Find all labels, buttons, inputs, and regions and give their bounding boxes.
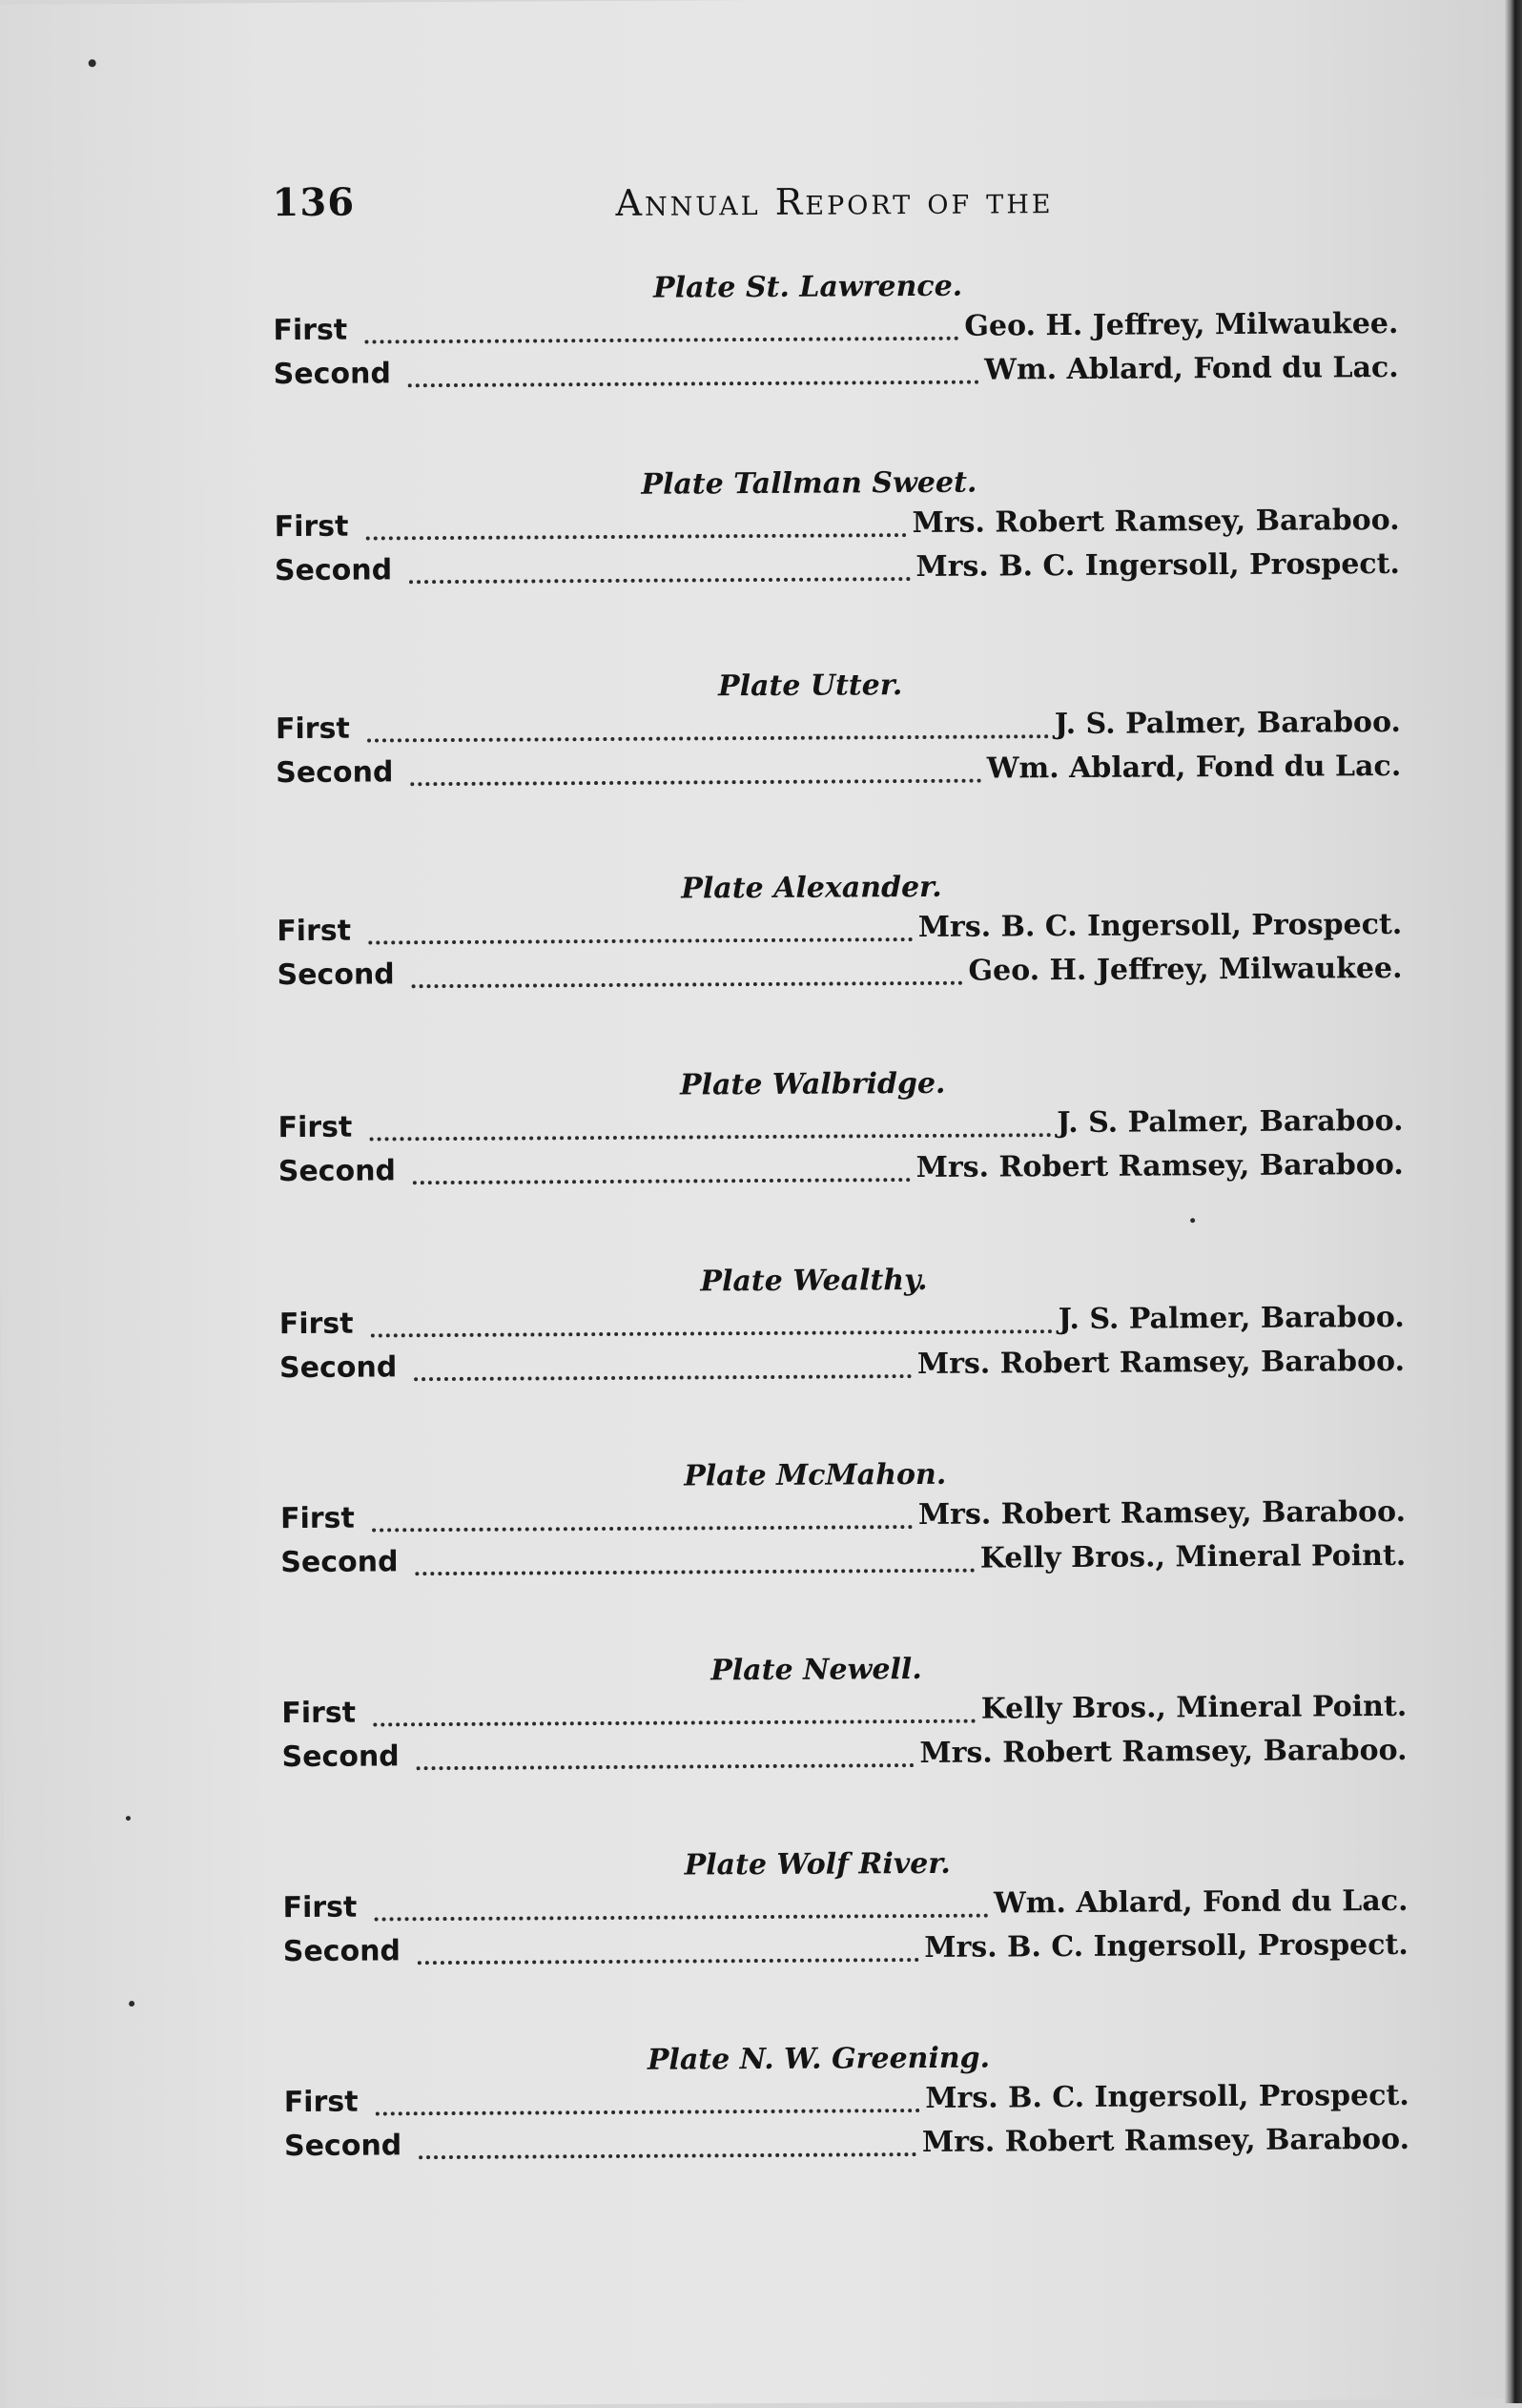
running-title: Annual Report of the (615, 179, 1054, 224)
winner-name: Geo. H. Jeffrey, Milwaukee. (964, 306, 1399, 343)
winner-name: Geo. H. Jeffrey, Milwaukee. (968, 951, 1403, 988)
award-row (282, 1884, 1408, 1929)
page-edge-shadow (1505, 0, 1522, 2403)
winner-name: J. S. Palmer, Baraboo. (1054, 705, 1402, 742)
place-label: First (279, 1501, 355, 1536)
place-label: First (278, 1110, 353, 1145)
award-row (275, 504, 1400, 548)
winner-name: Mrs. Robert Ramsey, Baraboo. (916, 1344, 1406, 1382)
winner-name: Mrs. Robert Ramsey, Baraboo. (915, 1147, 1404, 1185)
dot-leader (412, 981, 963, 989)
award-row (273, 307, 1398, 352)
dot-leader (372, 1525, 913, 1532)
award-row (276, 750, 1401, 794)
place-label: Second (278, 1350, 398, 1386)
plate-title: Plate Alexander. (681, 870, 942, 906)
place-label: First (281, 1696, 357, 1731)
dot-leader (409, 577, 910, 584)
page-header (272, 174, 1397, 237)
place-label: Second (277, 957, 395, 993)
plate-title: Plate Newell. (710, 1652, 922, 1688)
dot-leader (413, 1178, 911, 1184)
dot-leader (410, 779, 980, 787)
place-label: First (278, 1307, 354, 1342)
place-label: First (283, 2085, 359, 2120)
place-label: Second (274, 553, 393, 588)
place-label: Second (282, 1934, 401, 1969)
award-row (278, 1148, 1404, 1193)
ink-speck (89, 59, 96, 67)
plate-title: Plate Wolf River. (684, 1846, 951, 1883)
place-label: First (282, 1890, 358, 1925)
dot-leader (414, 1374, 912, 1381)
award-row (280, 1539, 1406, 1584)
ink-speck (126, 1816, 131, 1821)
award-row (284, 2123, 1409, 2168)
winner-name: Wm. Ablard, Fond du Lac. (984, 350, 1399, 387)
place-label: Second (273, 357, 391, 392)
winner-name: Mrs. B. C. Ingersoll, Prospect. (924, 1927, 1409, 1965)
dot-leader (371, 1329, 1053, 1337)
place-label: First (275, 711, 350, 747)
place-label: First (273, 313, 348, 348)
award-row (278, 1104, 1403, 1149)
plate-section (2, 1454, 1522, 1607)
winner-name: J. S. Palmer, Baraboo. (1057, 1103, 1404, 1141)
dot-leader (366, 533, 907, 540)
dot-leader (418, 1958, 918, 1965)
award-row (274, 351, 1399, 396)
dot-leader (376, 2109, 920, 2115)
dot-leader (374, 1914, 988, 1922)
place-label: Second (283, 2129, 402, 2164)
dot-leader (419, 2152, 916, 2159)
dot-leader (368, 937, 913, 944)
plate-section (4, 1843, 1522, 1996)
winner-name: Mrs. Robert Ramsey, Baraboo. (919, 1733, 1408, 1771)
plate-title: Plate N. W. Greening. (647, 2041, 991, 2077)
award-row (281, 1690, 1407, 1735)
place-label: Second (278, 1154, 397, 1189)
dot-leader (364, 337, 958, 344)
plate-section (0, 867, 1521, 1019)
plate-title: Plate Utter. (717, 669, 903, 704)
dot-leader (408, 381, 978, 388)
winner-name: J. S. Palmer, Baraboo. (1058, 1300, 1405, 1337)
plate-section (5, 2038, 1522, 2191)
plate-title: Plate Walbridge. (679, 1066, 946, 1102)
award-row (277, 908, 1402, 953)
winner-name: Kelly Bros., Mineral Point. (980, 1689, 1408, 1726)
ink-speck (1190, 1218, 1195, 1223)
dot-leader (367, 734, 1049, 742)
plate-title: Plate St. Lawrence. (653, 269, 963, 305)
winner-name: Mrs. Robert Ramsey, Baraboo. (921, 2122, 1410, 2159)
page-number: 136 (272, 179, 356, 226)
winner-name: Mrs. Robert Ramsey, Baraboo. (917, 1494, 1407, 1533)
ink-speck (129, 2001, 134, 2007)
award-row (283, 1928, 1409, 1973)
award-row (281, 1734, 1407, 1779)
dot-leader (416, 1569, 975, 1576)
dot-leader (369, 1133, 1051, 1141)
dot-leader (373, 1719, 976, 1727)
award-row (284, 2079, 1409, 2124)
plate-title: Plate Tallman Sweet. (641, 465, 977, 502)
plate-section (0, 463, 1518, 615)
award-row (275, 547, 1400, 592)
place-label: Second (280, 1545, 399, 1580)
winner-name: Wm. Ablard, Fond du Lac. (986, 749, 1402, 786)
place-label: Second (281, 1739, 400, 1775)
plate-title: Plate McMahon. (684, 1457, 947, 1493)
award-row (276, 706, 1401, 751)
plate-section (0, 266, 1517, 419)
plate-section (0, 1063, 1522, 1216)
plate-section (0, 665, 1519, 817)
winner-name: Wm. Ablard, Fond du Lac. (993, 1883, 1409, 1921)
plate-section (0, 1260, 1522, 1412)
award-row (279, 1301, 1405, 1346)
place-label: First (274, 509, 349, 545)
award-row (279, 1345, 1405, 1389)
plate-title: Plate Wealthy. (700, 1263, 928, 1299)
place-label: Second (276, 755, 394, 791)
winner-name: Mrs. B. C. Ingersoll, Prospect. (915, 546, 1401, 585)
winner-name: Mrs. B. C. Ingersoll, Prospect. (925, 2078, 1409, 2115)
award-row (277, 952, 1402, 997)
winner-name: Kelly Bros., Mineral Point. (979, 1538, 1407, 1575)
dot-leader (417, 1763, 915, 1770)
award-row (280, 1495, 1406, 1540)
winner-name: Mrs. B. C. Ingersoll, Prospect. (917, 907, 1403, 944)
plate-section (3, 1649, 1522, 1801)
winner-name: Mrs. Robert Ramsey, Baraboo. (912, 503, 1400, 541)
place-label: First (277, 914, 352, 949)
